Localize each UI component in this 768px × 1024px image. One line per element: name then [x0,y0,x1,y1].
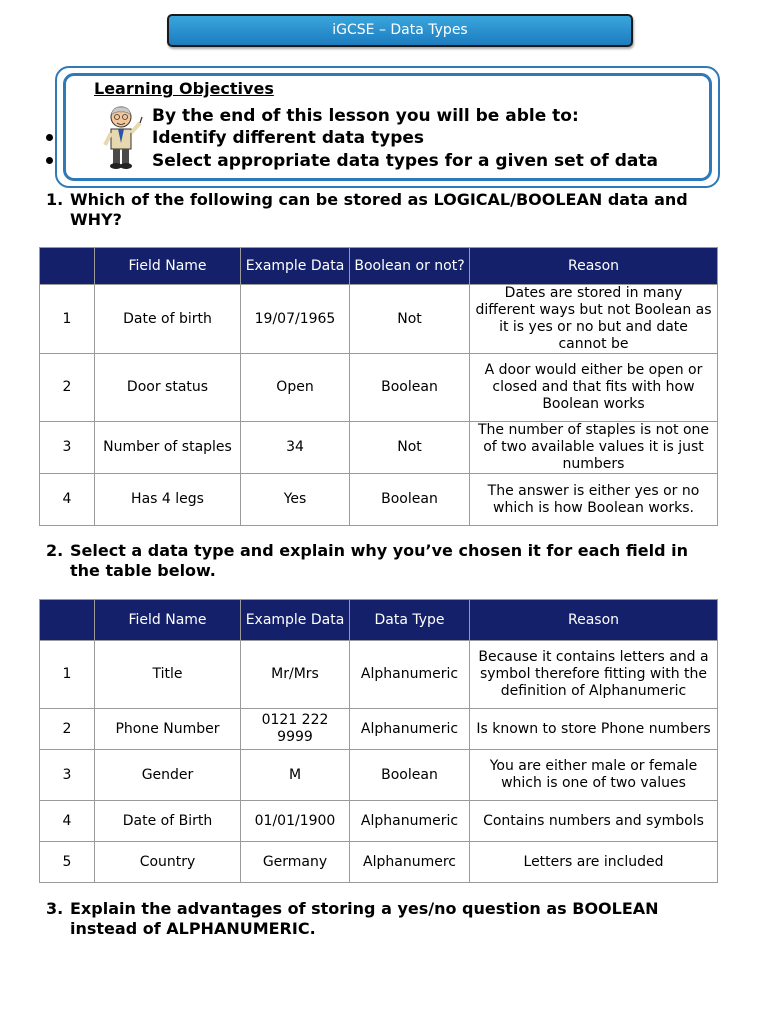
table-header-row [40,248,718,285]
cell-field-name: Door status [95,354,241,422]
cell-number: 1 [40,285,95,354]
cell-example-data: Germany [241,842,350,883]
cell-reason: The answer is either yes or no which is how Boolean works. [470,474,718,526]
cell-example-data: 0121 222 9999 [241,709,350,750]
table-row [40,285,718,354]
cell-field-name: Phone Number [95,709,241,750]
cell-boolean: Boolean [350,354,470,422]
header-number [40,600,95,641]
cell-data-type: Alphanumeric [350,709,470,750]
cell-boolean: Not [350,285,470,354]
cell-reason: Because it contains letters and a symbol therefore fitting with the definition of Alphanumeric [470,641,718,709]
table-row [40,709,718,750]
cell-example-data: 19/07/1965 [241,285,350,354]
title-bar [167,14,633,47]
question-2 [46,541,746,581]
cell-field-name: Date of birth [95,285,241,354]
cell-data-type: Alphanumeric [350,801,470,842]
cell-boolean: Boolean [350,474,470,526]
cell-reason: Dates are stored in many different ways but not Boolean as it is yes or no but and date cannot be [470,285,718,354]
question-text: Which of the following can be stored as LOGICAL/BOOLEAN data and WHY? [70,190,688,229]
boolean-table [39,247,718,526]
cell-number: 4 [40,801,95,842]
cell-boolean: Not [350,422,470,474]
bullet-icon [46,134,53,141]
header-boolean: Boolean or not? [350,248,470,285]
data-type-table [39,599,718,883]
objectives-heading: Learning Objectives [94,79,274,98]
table-row [40,474,718,526]
objective-item: Identify different data types [152,128,425,148]
header-data-type: Data Type [350,600,470,641]
cell-number: 4 [40,474,95,526]
cell-field-name: Gender [95,750,241,801]
table-row [40,354,718,422]
cell-data-type: Alphanumeric [350,641,470,709]
question-3 [46,899,746,939]
cell-example-data: Mr/Mrs [241,641,350,709]
header-field-name: Field Name [95,248,241,285]
table-header-row [40,600,718,641]
cell-number: 3 [40,422,95,474]
objectives-intro: By the end of this lesson you will be able to: [152,106,579,126]
question-1 [46,190,746,230]
cell-number: 2 [40,354,95,422]
table-row [40,422,718,474]
header-field-name: Field Name [95,600,241,641]
question-number: 2. [46,541,64,560]
bullet-icon [46,157,53,164]
cell-reason: A door would either be open or closed and that fits with how Boolean works [470,354,718,422]
header-example-data: Example Data [241,600,350,641]
teacher-icon [96,103,146,171]
table-row [40,842,718,883]
cell-reason: Contains numbers and symbols [470,801,718,842]
cell-number: 2 [40,709,95,750]
cell-reason: The number of staples is not one of two available values it is just numbers [470,422,718,474]
cell-reason: Is known to store Phone numbers [470,709,718,750]
question-text: Explain the advantages of storing a yes/no question as BOOLEAN instead of ALPHANUMERIC. [70,899,659,938]
cell-data-type: Boolean [350,750,470,801]
cell-field-name: Date of Birth [95,801,241,842]
header-reason: Reason [470,600,718,641]
cell-reason: You are either male or female which is one of two values [470,750,718,801]
cell-field-name: Country [95,842,241,883]
cell-example-data: 01/01/1900 [241,801,350,842]
cell-field-name: Has 4 legs [95,474,241,526]
header-example-data: Example Data [241,248,350,285]
cell-number: 5 [40,842,95,883]
question-number: 3. [46,899,64,918]
table-row [40,641,718,709]
cell-field-name: Number of staples [95,422,241,474]
header-number [40,248,95,285]
objective-item: Select appropriate data types for a given set of data [152,151,658,171]
cell-number: 3 [40,750,95,801]
cell-example-data: Open [241,354,350,422]
question-text: Select a data type and explain why you’ve chosen it for each field in the table below. [70,541,688,580]
cell-reason: Letters are included [470,842,718,883]
table-row [40,801,718,842]
header-reason: Reason [470,248,718,285]
cell-example-data: 34 [241,422,350,474]
question-number: 1. [46,190,64,209]
cell-number: 1 [40,641,95,709]
cell-example-data: Yes [241,474,350,526]
cell-data-type: Alphanumerc [350,842,470,883]
page-title: iGCSE – Data Types [332,22,468,38]
cell-example-data: M [241,750,350,801]
cell-field-name: Title [95,641,241,709]
table-row [40,750,718,801]
